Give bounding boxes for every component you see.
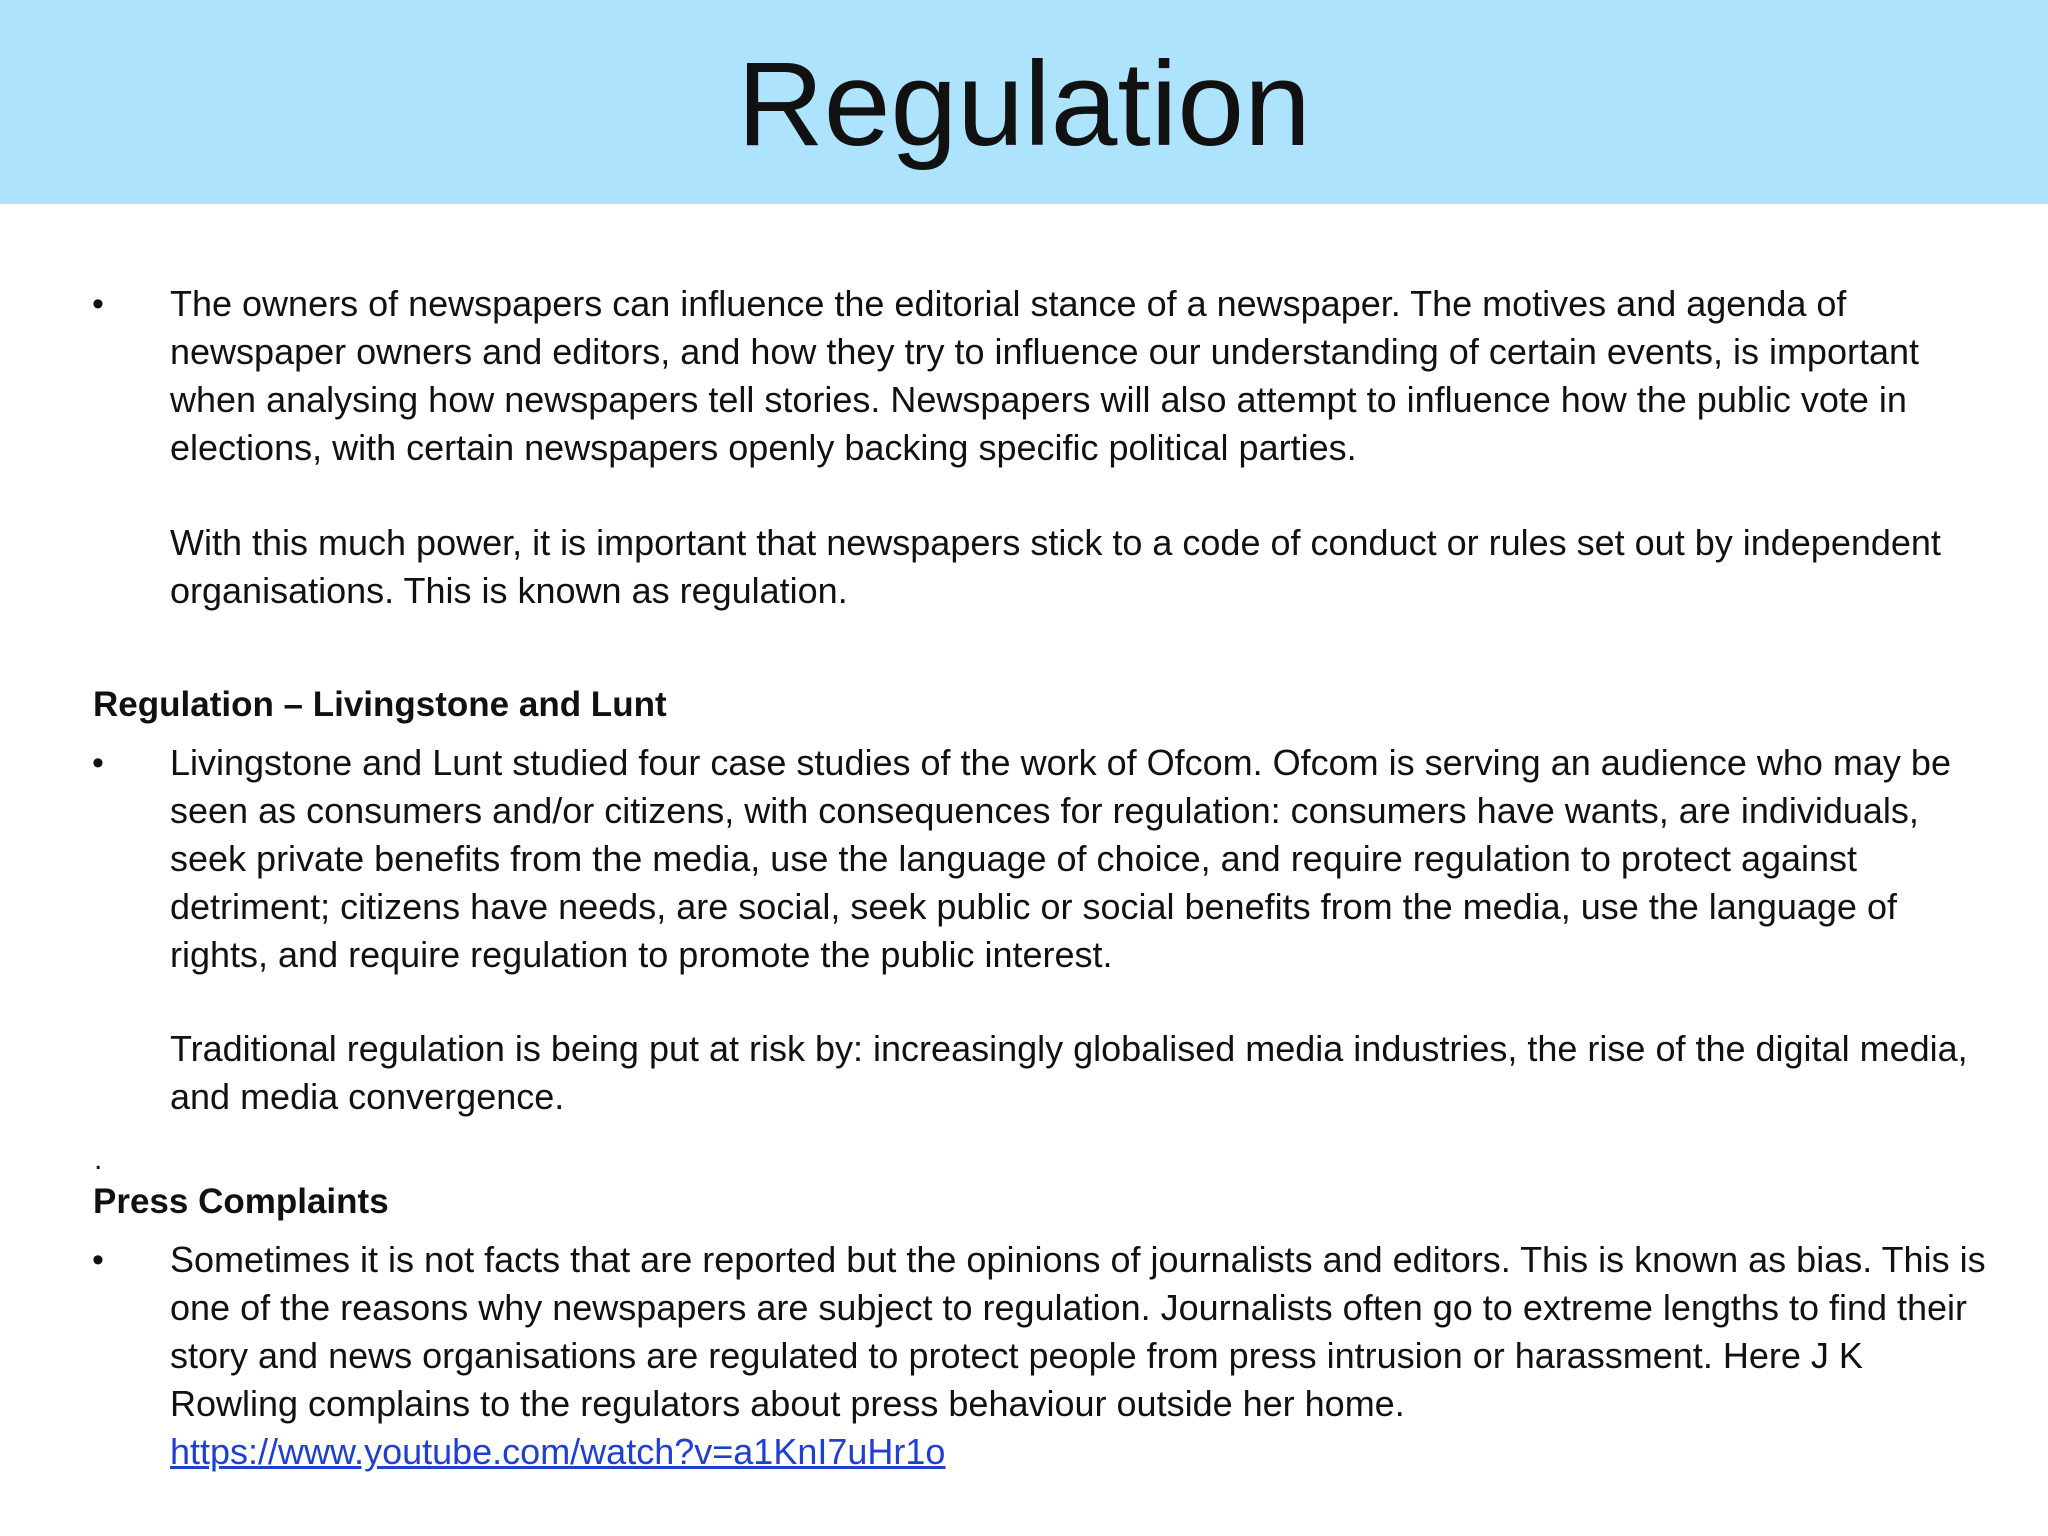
press-paragraph-1 (170, 1236, 1990, 1476)
press-paragraph-text: Sometimes it is not facts that are reported but the opinions of journalists and editors. This is known as bias. This is one of the reasons why newspapers are subject to regulation. Journalists often go to extreme lengths to find their story and news organisations are regulated to protect people from press intrusion or harassment. Here J K Rowling complains to the regulators about press behaviour outside her home. (170, 1239, 1986, 1424)
intro-paragraph-2: With this much power, it is important that newspapers stick to a code of conduct or rules set out by independent organisations. This is known as regulation. (170, 522, 1941, 611)
intro-paragraph-1: The owners of newspapers can influence the editorial stance of a newspaper. The motives and agenda of newspaper owners and editors, and how they try to influence our understanding of certain events, is important when analysing how newspapers tell stories. Newspapers will also attempt to influence how the public vote in elections, with certain newspapers openly backing specific political parties. (170, 283, 1920, 468)
bullet-marker: • (92, 1241, 104, 1279)
bullet-marker: • (92, 285, 104, 323)
bullet-marker: • (92, 744, 104, 782)
stray-dot: . (94, 1143, 103, 1176)
title-bar (0, 0, 2048, 204)
slide-title: Regulation (737, 37, 1311, 171)
livingstone-paragraph-2: Traditional regulation is being put at risk by: increasingly globalised media industries, the rise of the digital media, and media convergence. (170, 1028, 1968, 1117)
section-heading-press-complaints: Press Complaints (93, 1182, 389, 1221)
livingstone-paragraph-1: Livingstone and Lunt studied four case studies of the work of Ofcom. Ofcom is serving an audience who may be seen as consumers and/or citizens, with consequences for regulation: consumers have wants, are individuals, seek private benefits from the media, use the language of choice, and require regulation to protect against detriment; citizens have needs, are social, seek public or social benefits from the media, use the language of rights, and require regulation to promote the public interest. (170, 742, 1951, 975)
section-heading-livingstone: Regulation – Livingstone and Lunt (93, 685, 667, 724)
youtube-link[interactable]: https://www.youtube.com/watch?v=a1KnI7uHr1o (170, 1431, 946, 1472)
